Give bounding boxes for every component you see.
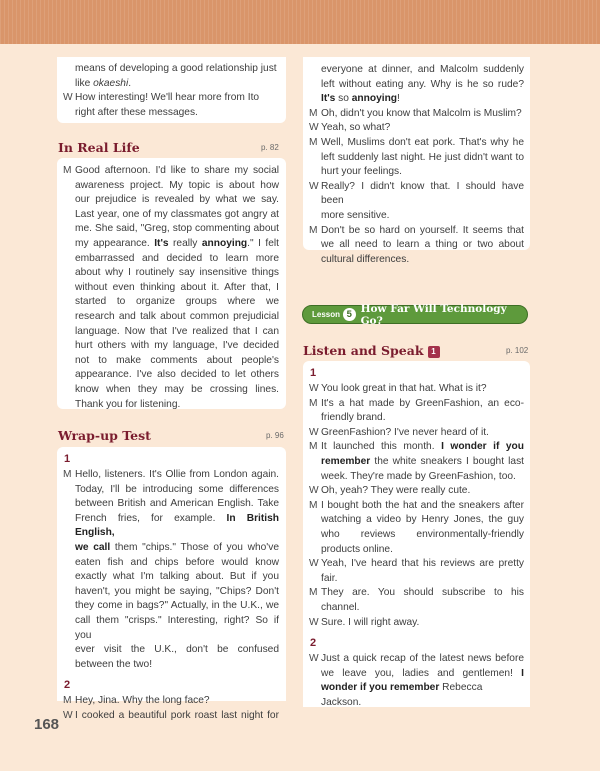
transcript-line bbox=[303, 543, 524, 558]
transcript-line bbox=[57, 585, 279, 600]
line-text: friendly brand. bbox=[321, 412, 386, 424]
transcript-line bbox=[303, 484, 524, 499]
line-text: It's a hat made by GreenFashion, an eco- bbox=[321, 397, 524, 409]
transcript-line bbox=[57, 658, 279, 673]
transcript-line bbox=[57, 106, 280, 121]
transcript-line bbox=[303, 681, 524, 710]
transcript-line bbox=[57, 368, 279, 383]
line-text: left without eating any. Why is he so rude? bbox=[321, 78, 524, 90]
transcript-line bbox=[57, 709, 279, 724]
line-text: How interesting! We'll hear more from Ito bbox=[75, 92, 260, 104]
line-text: means of developing a good relationship just bbox=[75, 63, 277, 74]
transcript-line bbox=[57, 325, 279, 340]
line-text: It's so annoying! bbox=[321, 93, 400, 105]
line-text: haven't, you might be saying, "Chips? Don't bbox=[75, 585, 279, 597]
transcript-line bbox=[57, 497, 279, 512]
line-text: we all need to learn a thing or two about bbox=[321, 239, 524, 251]
line-text: awareness project. My topic is about how bbox=[75, 179, 279, 191]
line-text: appearance. I've also decided to let others bbox=[75, 369, 279, 381]
transcript-line bbox=[303, 209, 524, 224]
transcript-line bbox=[303, 382, 524, 397]
transcript-line bbox=[57, 339, 279, 354]
lesson-banner bbox=[302, 302, 528, 327]
speaker-label: M bbox=[309, 136, 318, 148]
lesson-word: Lesson bbox=[312, 310, 341, 319]
line-text: who reviews environmentally-friendly bbox=[321, 528, 524, 540]
line-text: remember the white sneakers I bought last bbox=[321, 455, 524, 467]
speaker-label: M bbox=[309, 587, 318, 599]
line-text: we leave you, ladies and gentlemen! I bbox=[321, 667, 524, 679]
transcript-line bbox=[303, 557, 524, 572]
line-text: Sure. I will right away. bbox=[321, 616, 420, 628]
top-decorative-band bbox=[0, 0, 600, 44]
speaker-label: M bbox=[309, 499, 318, 511]
listen-speak-part-badge: 1 bbox=[428, 346, 440, 358]
line-text: language. Now that I've realized that I can bbox=[75, 325, 279, 337]
line-text: I bought both the hat and the sneakers after bbox=[321, 499, 524, 511]
line-text: left suddenly last night. He just didn't want to bbox=[321, 151, 524, 163]
transcript-line bbox=[57, 599, 279, 614]
line-text: not to make comments about people's bbox=[75, 354, 279, 366]
transcript-line bbox=[303, 499, 524, 514]
transcript-line bbox=[57, 468, 279, 483]
transcript-line bbox=[303, 238, 524, 253]
transcript-line bbox=[303, 151, 524, 166]
line-text: eaten fish and chips before would know bbox=[75, 556, 279, 568]
line-text: They are. You should subscribe to his bbox=[321, 587, 524, 599]
line-text: watching a video by Henry Jones, the guy bbox=[321, 514, 524, 526]
line-text: Oh, didn't you know that Malcolm is Muslim? bbox=[321, 107, 522, 119]
transcript-line bbox=[57, 694, 279, 709]
speaker-label: M bbox=[309, 397, 318, 409]
line-text: GreenFashion? I've never heard of it. bbox=[321, 426, 489, 438]
speaker-label: M bbox=[309, 441, 318, 453]
page-ref-in-real-life: p. 82 bbox=[261, 143, 279, 152]
line-text: started to organize groups where we bbox=[75, 296, 279, 308]
line-text: wonder if you remember Rebecca Jackson. bbox=[321, 682, 483, 708]
transcript-line bbox=[303, 426, 524, 441]
line-text: right after these messages. bbox=[75, 106, 198, 118]
transcript-line bbox=[57, 295, 279, 310]
transcript-line bbox=[57, 77, 280, 92]
transcript-line bbox=[57, 179, 279, 194]
transcript-line bbox=[57, 354, 279, 369]
line-text: Hello, listeners. It's Ollie from London again. bbox=[75, 469, 279, 480]
speaker-label: W bbox=[63, 709, 73, 721]
line-text: our prejudice is revealed by what we say. bbox=[75, 194, 279, 206]
speaker-label: W bbox=[309, 180, 319, 192]
transcript-line bbox=[303, 165, 524, 180]
line-text: Yeah, I've heard that his reviews are pretty bbox=[321, 558, 524, 570]
transcript-line bbox=[57, 91, 280, 106]
transcript-line bbox=[57, 614, 279, 643]
transcript-line bbox=[57, 483, 279, 498]
speaker-label: W bbox=[309, 122, 319, 134]
transcript-line bbox=[57, 541, 279, 556]
line-text: Well, Muslims don't eat pork. That's why he bbox=[321, 136, 524, 148]
transcript-line bbox=[57, 252, 279, 267]
transcript-line bbox=[57, 208, 279, 223]
speaker-label: M bbox=[309, 107, 318, 119]
transcript-line bbox=[57, 398, 279, 413]
transcript-line bbox=[303, 78, 524, 93]
transcript-line bbox=[57, 570, 279, 585]
transcript-line bbox=[303, 411, 524, 426]
line-text: we call them "chips." Those of you who've bbox=[75, 541, 280, 553]
transcript-line bbox=[303, 667, 524, 682]
speaker-label: W bbox=[309, 558, 319, 570]
transcript-line bbox=[57, 62, 280, 77]
transcript-line bbox=[303, 136, 524, 151]
page-ref-listen-and-speak: p. 102 bbox=[506, 346, 529, 355]
in-real-life-transcript-card bbox=[57, 158, 286, 409]
line-text: cultural differences. bbox=[321, 253, 410, 265]
line-text: Just a quick recap of the latest news before bbox=[321, 653, 524, 665]
transcript-card-continued-right bbox=[303, 57, 530, 265]
line-text: I cooked a beautiful pork roast last night for bbox=[75, 709, 279, 721]
line-text: Hey, Jina. Why the long face? bbox=[75, 695, 210, 707]
transcript-line bbox=[303, 528, 524, 543]
line-text: fair. bbox=[321, 572, 338, 584]
line-text: me. She said, "Greg, stop commenting about bbox=[75, 223, 279, 235]
line-text: ever visit the U.K., don't be confused bbox=[75, 644, 279, 656]
line-text: embarrassed and decided to learn more bbox=[75, 252, 279, 264]
line-text: my appearance. It's really annoying." I felt bbox=[75, 237, 280, 249]
transcript-line bbox=[57, 556, 279, 571]
line-text: call them "crisps." Interesting, right? So if you bbox=[75, 614, 279, 641]
lesson-title: How Far Will Technology Go? bbox=[360, 302, 507, 327]
speaker-label: M bbox=[63, 695, 72, 707]
transcript-line bbox=[57, 193, 279, 208]
transcript-card-continued bbox=[57, 57, 286, 123]
speaker-label: W bbox=[63, 92, 73, 104]
line-text: more sensitive. bbox=[321, 209, 390, 221]
transcript-line bbox=[57, 383, 279, 398]
question-number-1: 1 bbox=[310, 367, 317, 379]
page-ref-wrapup-test: p. 96 bbox=[266, 431, 284, 440]
transcript-line bbox=[303, 253, 524, 268]
speaker-label: W bbox=[309, 383, 319, 394]
transcript-line bbox=[303, 513, 524, 528]
speaker-label: W bbox=[309, 426, 319, 438]
speaker-label: W bbox=[309, 653, 319, 665]
transcript-line bbox=[303, 455, 524, 470]
line-text: like okaeshi. bbox=[75, 77, 132, 89]
transcript-line bbox=[303, 107, 524, 122]
transcript-line bbox=[303, 586, 524, 601]
transcript-line bbox=[57, 164, 279, 179]
line-text: products online. bbox=[321, 543, 393, 555]
transcript-line bbox=[57, 222, 279, 237]
transcript-line bbox=[303, 616, 524, 631]
transcript-line bbox=[303, 224, 524, 239]
transcript-line bbox=[303, 180, 524, 209]
listen-speak-transcript-card bbox=[303, 361, 530, 707]
line-text: It launched this month. I wonder if you bbox=[321, 441, 524, 453]
transcript-line bbox=[57, 266, 279, 281]
line-text: Really? I didn't know that. I should have been bbox=[321, 180, 524, 207]
transcript-line bbox=[303, 440, 524, 455]
line-text: Don't be so hard on yourself. It seems that bbox=[321, 224, 524, 236]
question-number-1: 1 bbox=[64, 453, 71, 465]
line-text: between British and American English. Take bbox=[75, 498, 279, 510]
line-text: Last year, one of my classmates got angry at bbox=[75, 208, 279, 220]
line-text: Good afternoon. I'd like to share my social bbox=[75, 165, 279, 176]
line-text: Today, I'll be introducing some differences bbox=[75, 483, 279, 495]
line-text: about why I routinely say insensitive things bbox=[75, 267, 279, 279]
line-text: channel. bbox=[321, 601, 360, 613]
speaker-label: M bbox=[309, 224, 318, 236]
section-title-wrapup-test: Wrap-up Test bbox=[58, 428, 151, 443]
line-text: hurt your feelings. bbox=[321, 166, 402, 178]
speaker-label: M bbox=[63, 469, 72, 480]
question-number-2: 2 bbox=[64, 679, 71, 692]
line-text: Yeah, so what? bbox=[321, 122, 391, 134]
transcript-line bbox=[57, 512, 279, 541]
listen-speak-title-text: Listen and Speak bbox=[303, 343, 424, 358]
line-text: Thank you for listening. bbox=[75, 398, 181, 410]
line-text: without even thinking about it. After that, I bbox=[75, 281, 279, 293]
transcript-line bbox=[303, 652, 524, 667]
transcript-line bbox=[57, 643, 279, 658]
speaker-label: W bbox=[309, 485, 319, 497]
line-text: between the two! bbox=[75, 658, 153, 670]
question-number-2: 2 bbox=[310, 637, 317, 650]
line-text: know when they may be crossing lines. bbox=[75, 383, 279, 395]
line-text: they come in bags?" Actually, in the U.K., we bbox=[75, 600, 279, 612]
line-text: everyone at dinner, and Malcolm suddenly bbox=[321, 64, 524, 75]
line-text: French fries, for example. In British English, bbox=[75, 512, 279, 539]
line-text: exactly what I'm talking about. But if you bbox=[75, 571, 279, 583]
line-text: research and talk about common prejudicial bbox=[75, 310, 279, 322]
transcript-line bbox=[303, 601, 524, 616]
transcript-line bbox=[303, 92, 524, 107]
line-text: Oh, yeah? They were really cute. bbox=[321, 485, 471, 497]
lesson-number-badge: 5 bbox=[343, 308, 356, 321]
transcript-line bbox=[57, 237, 279, 252]
transcript-line bbox=[303, 470, 524, 485]
transcript-line bbox=[303, 63, 524, 78]
transcript-line bbox=[57, 310, 279, 325]
wrapup-test-transcript-card bbox=[57, 447, 286, 721]
line-text: week. They're made by GreenFashion, too. bbox=[321, 470, 516, 482]
transcript-line bbox=[303, 397, 524, 412]
page-number: 168 bbox=[34, 716, 60, 733]
transcript-line bbox=[57, 281, 279, 296]
transcript-line bbox=[303, 121, 524, 136]
speaker-label: W bbox=[309, 616, 319, 628]
transcript-line bbox=[303, 572, 524, 587]
line-text: hurt others with my language, I've decided bbox=[75, 340, 279, 352]
line-text: You look great in that hat. What is it? bbox=[321, 383, 487, 394]
section-title-in-real-life: In Real Life bbox=[58, 140, 140, 155]
speaker-label: M bbox=[63, 165, 72, 176]
section-title-listen-and-speak bbox=[303, 343, 440, 358]
